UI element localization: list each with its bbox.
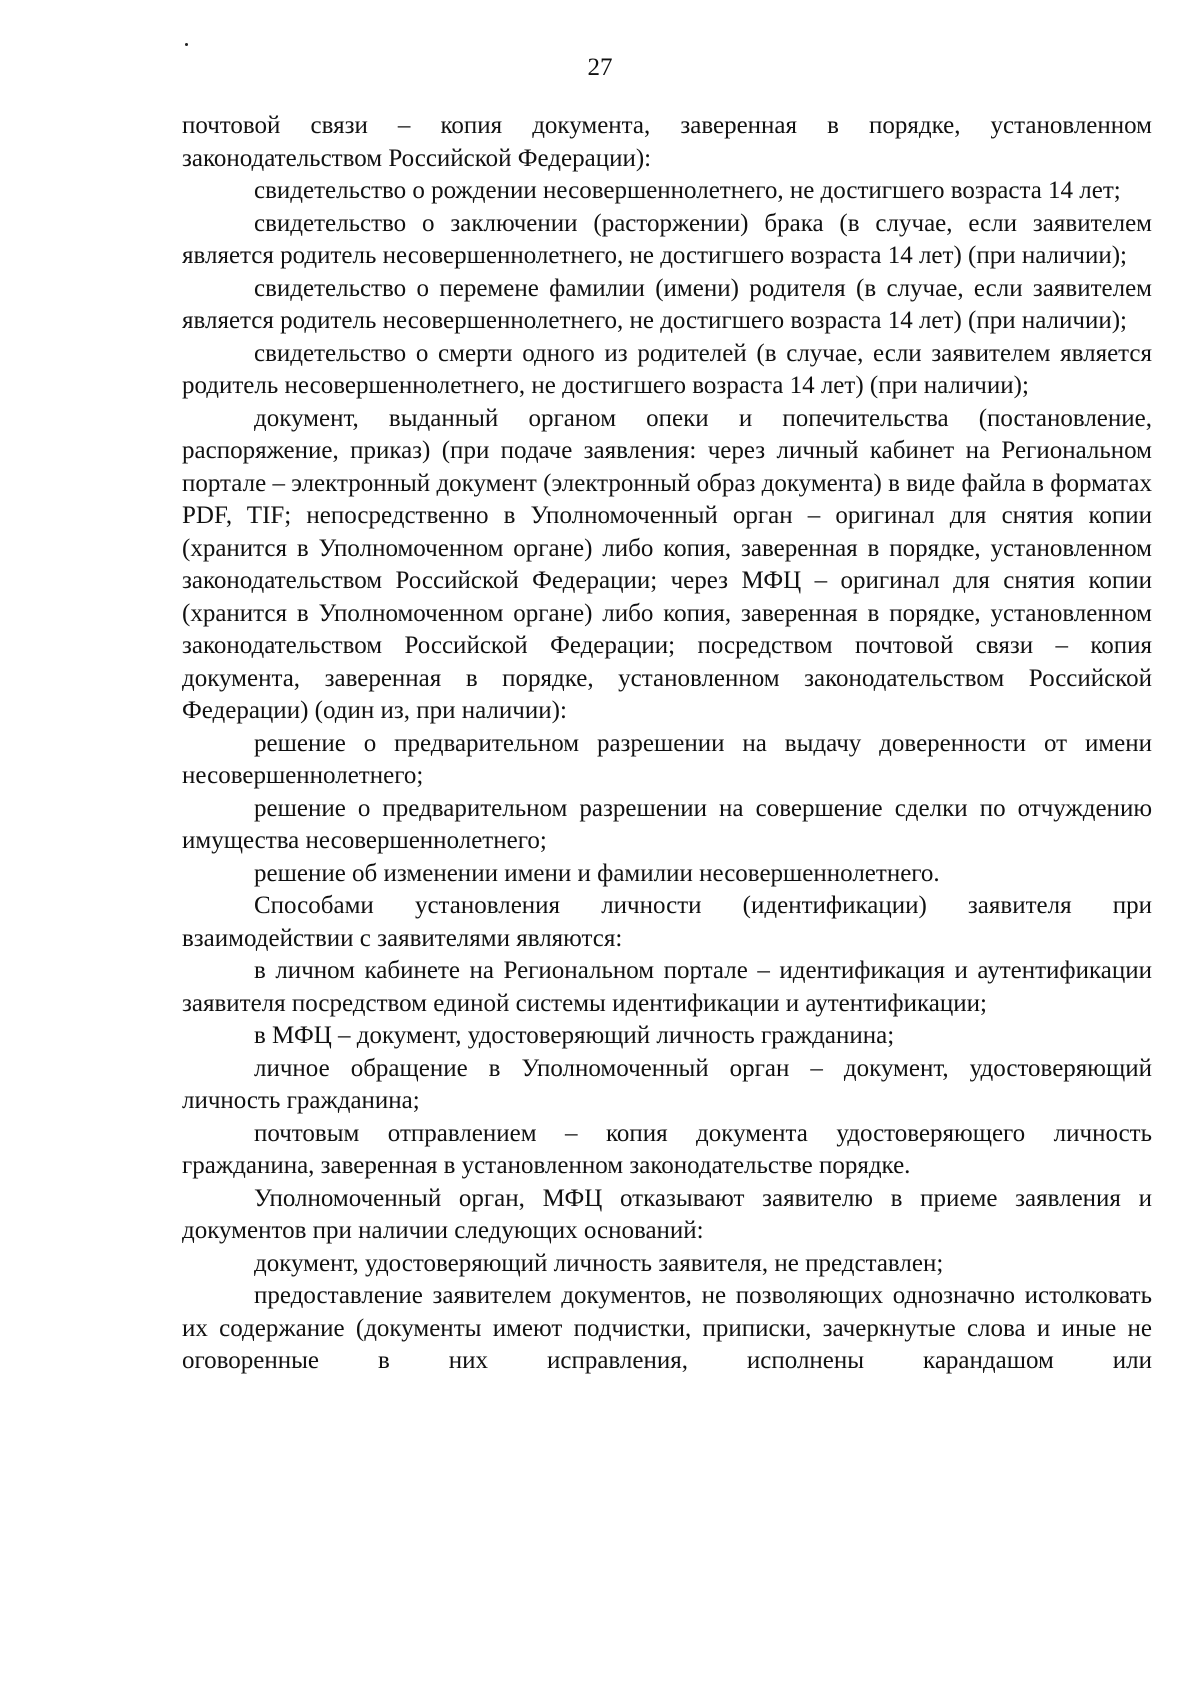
paragraph: решение о предварительном разрешении на выдачу доверенности от имени несовершеннолетнего; (182, 729, 1152, 789)
document-body (182, 110, 1152, 1378)
paragraph: документ, удостоверяющий личность заявителя, не представлен; (254, 1249, 944, 1277)
paragraph: Способами установления личности (идентификации) заявителя при взаимодействии с заявителями являются: (182, 892, 1152, 952)
paragraph: предоставление заявителем документов, не позволяющих однозначно истолковать их содержание (документы имеют подчистки, приписки, зачеркнутые слова и иные не оговоренные в них исправления, исполнены карандашом или (182, 1282, 1152, 1374)
paragraph: решение о предварительном разрешении на совершение сделки по отчуждению имущества несовершеннолетнего; (182, 794, 1152, 854)
paragraph: в МФЦ – документ, удостоверяющий личность гражданина; (254, 1022, 895, 1049)
paragraph: свидетельство о смерти одного из родителей (в случае, если заявителем является родитель несовершеннолетнего, не достигшего возраста 14 лет) (при наличии); (182, 339, 1152, 399)
paragraph: свидетельство о рождении несовершеннолетнего, не достигшего возраста 14 лет; (254, 177, 1121, 204)
scan-artifact-dot (185, 43, 188, 46)
paragraph: почтовым отправлением – копия документа удостоверяющего личность гражданина, заверенная в установленном законодательстве порядке. (182, 1119, 1152, 1179)
paragraph: почтовой связи – копия документа, заверенная в порядке, установленном законодательством Российской Федерации): (182, 112, 1152, 172)
paragraph: в личном кабинете на Региональном портале – идентификация и аутентификации заявителя посредством единой системы идентификации и аутентификации; (182, 957, 1152, 1017)
paragraph: документ, выданный органом опеки и попечительства (постановление, распоряжение, приказ) (при подаче заявления: через личный кабинет на Региональном портале – электронный документ (электронный образ документа) в виде файла в форматах PDF, TIF; непосредственно в Уполномоченный орган – оригинал для снятия копии (хранится в Уполномоченном органе) либо копия, заверенная в порядке, установленном законодательством Российской Федерации; через МФЦ – оригинал для снятия копии (хранится в Уполномоченном органе) либо копия, заверенная в порядке, установленном законодательством Российской Федерации; посредством почтовой связи – копия документа, заверенная в порядке, установленном законодательством Российской Федерации) (один из, при наличии): (182, 404, 1152, 724)
paragraph: решение об изменении имени и фамилии несовершеннолетнего. (254, 859, 940, 887)
paragraph: Уполномоченный орган, МФЦ отказывают заявителю в приеме заявления и документов при наличии следующих оснований: (182, 1184, 1152, 1244)
paragraph: свидетельство о заключении (расторжении) брака (в случае, если заявителем является родитель несовершеннолетнего, не достигшего возраста 14 лет) (при наличии); (182, 209, 1152, 269)
page-number: 27 (587, 54, 613, 81)
paragraph: личное обращение в Уполномоченный орган – документ, удостоверяющий личность гражданина; (182, 1054, 1152, 1114)
paragraph: свидетельство о перемене фамилии (имени) родителя (в случае, если заявителем является родитель несовершеннолетнего, не достигшего возраста 14 лет) (при наличии); (182, 274, 1152, 334)
